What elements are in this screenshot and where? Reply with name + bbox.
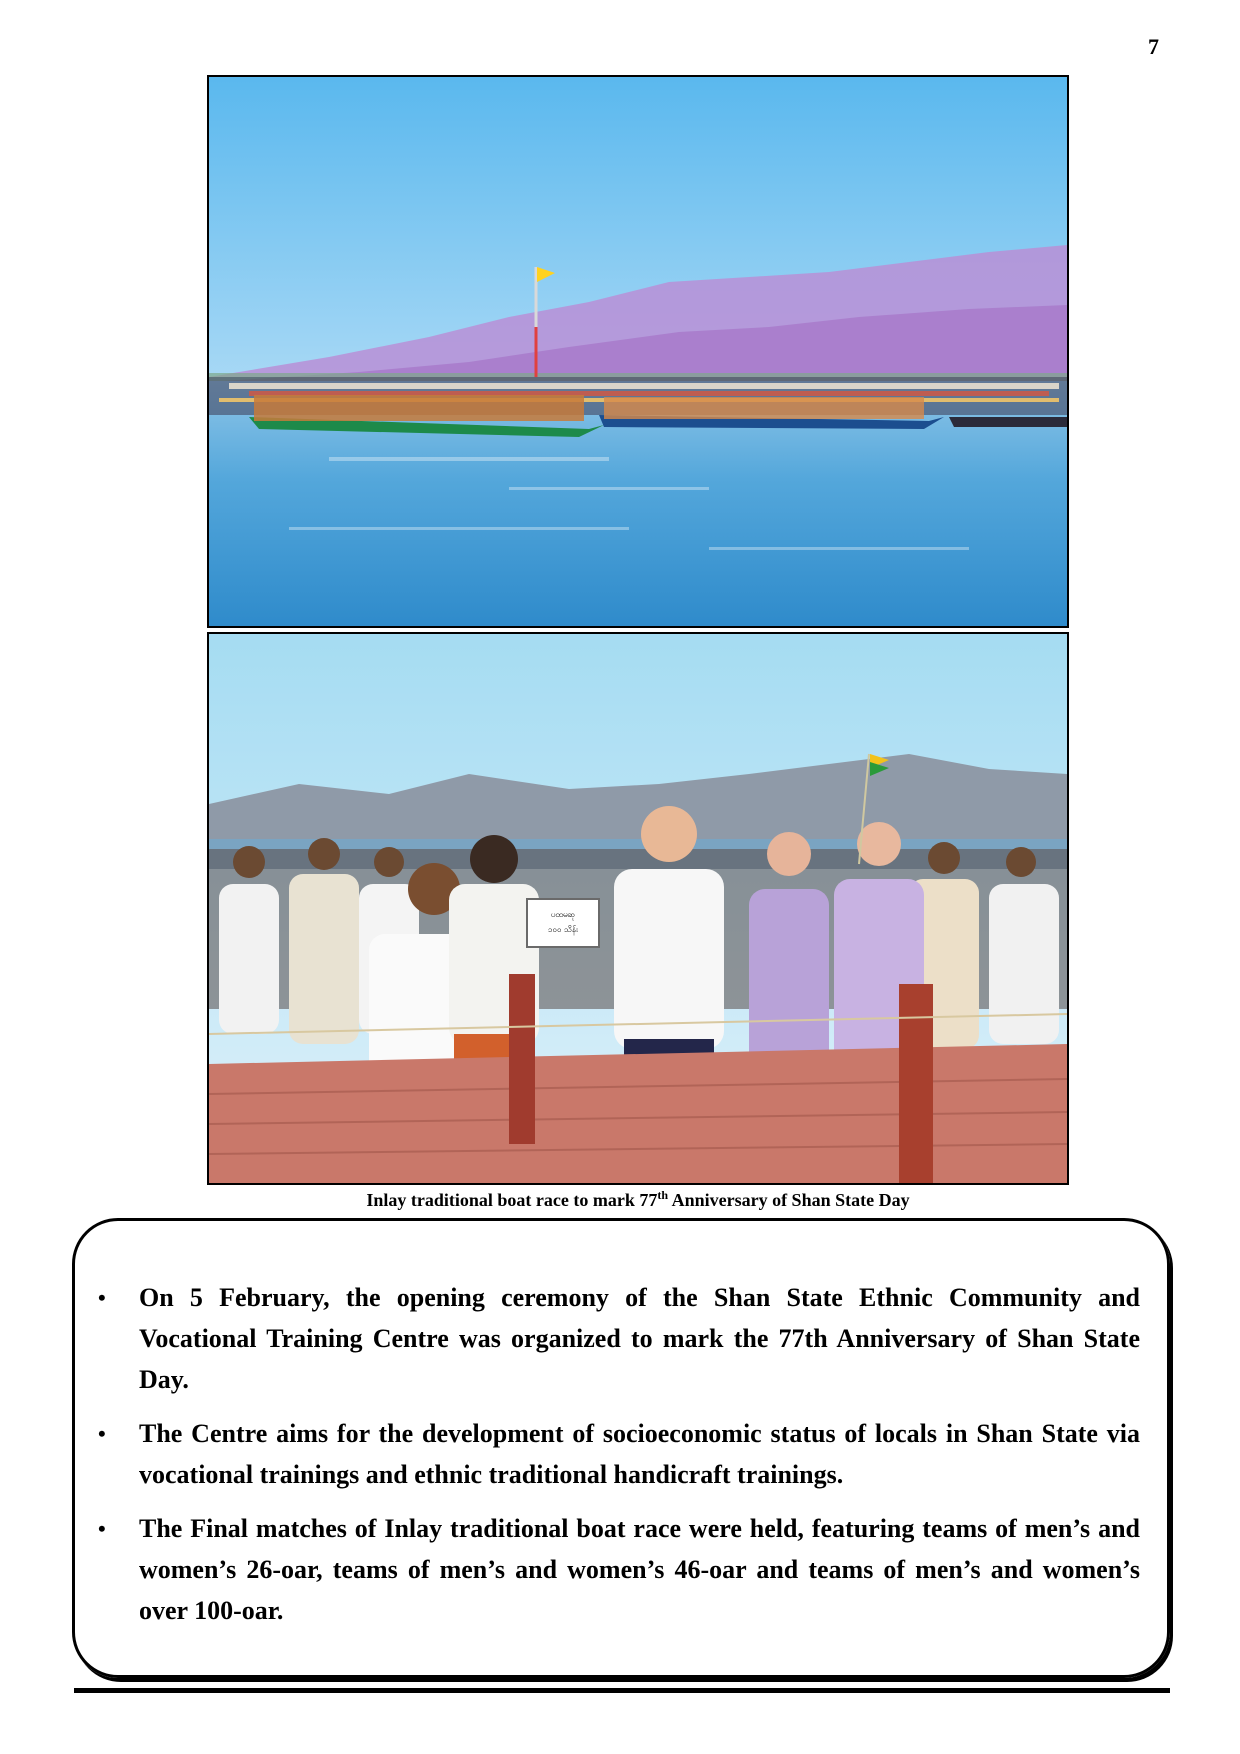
bullet-symbol: •	[98, 1421, 106, 1446]
boat-race-illustration	[209, 77, 1067, 626]
bullet-symbol: •	[98, 1516, 106, 1541]
photo-caption	[207, 1188, 1069, 1211]
sign-line-2: ၁၀၀ သိန်း	[548, 925, 578, 934]
sign-line-1: ပထမဆု	[550, 910, 576, 919]
summary-box	[72, 1218, 1170, 1678]
caption-text-before: Inlay traditional boat race to mark 77	[366, 1190, 658, 1210]
bullet-item	[98, 1508, 1140, 1631]
bullet-item	[98, 1413, 1140, 1495]
bullet-text: On 5 February, the opening ceremony of the Shan State Ethnic Community and Vocational Training Centre was organized to mark the 77th Anniversary of Shan State Day.	[139, 1283, 1140, 1394]
summary-bullet-list	[98, 1277, 1140, 1644]
award-ceremony-illustration	[209, 634, 1067, 1183]
bullet-symbol: •	[98, 1285, 106, 1310]
bullet-text: The Final matches of Inlay traditional boat race were held, featuring teams of men’s and women’s 26-oar, teams of men’s and women’s 46-oar and teams of men’s and women’s over 100-oar.	[139, 1514, 1140, 1625]
caption-text-after: Anniversary of Shan State Day	[668, 1190, 910, 1210]
award-ceremony-photo	[207, 632, 1069, 1185]
bullet-item	[98, 1277, 1140, 1400]
page-number: 7	[1148, 34, 1159, 59]
footer-rule	[74, 1688, 1170, 1693]
boat-race-photo	[207, 75, 1069, 628]
bullet-text: The Centre aims for the development of socioeconomic status of locals in Shan State via vocational trainings and ethnic traditional handicraft trainings.	[139, 1419, 1140, 1489]
caption-superscript: th	[657, 1188, 669, 1202]
